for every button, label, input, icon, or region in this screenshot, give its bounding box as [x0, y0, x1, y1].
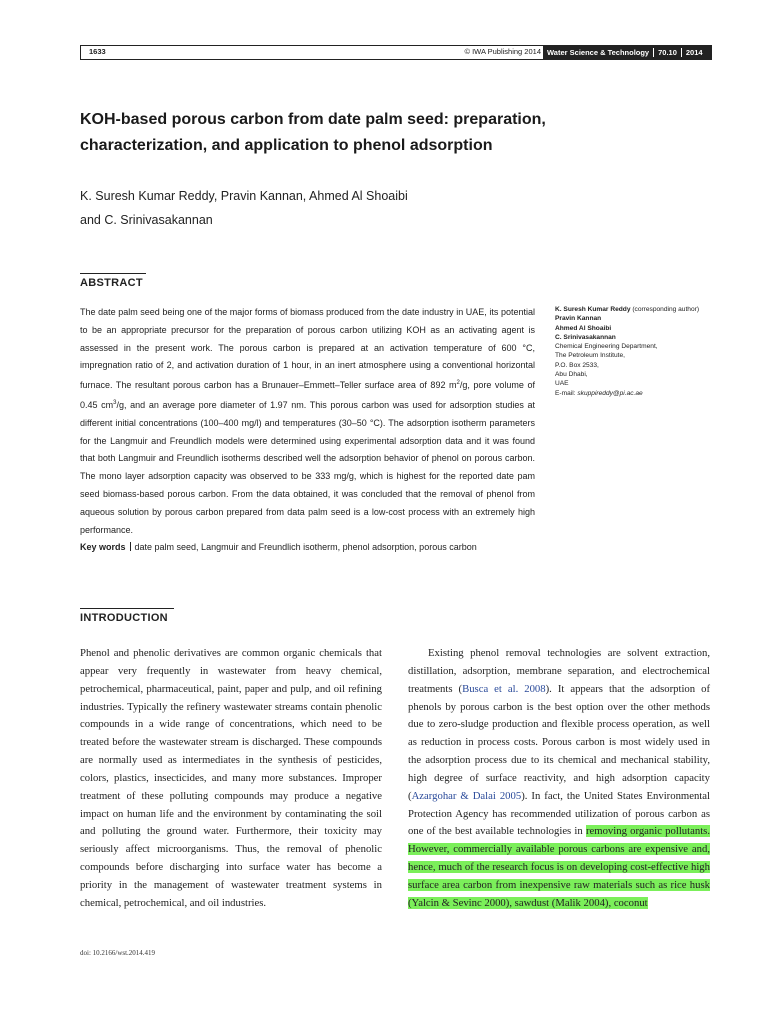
- text-run: ). In fact, the United States Environmental Protection Agency has recommended utilization of porous carbon as one of the best available technologies in: [408, 789, 710, 838]
- country: UAE: [555, 380, 569, 388]
- keywords-label: Key words: [80, 542, 126, 553]
- author-name: Ahmed Al Shoaibi: [555, 324, 612, 332]
- superscript: 2: [456, 380, 460, 387]
- city: Abu Dhabi,: [555, 371, 588, 379]
- text-run: ). It appears that the adsorption of phenols by porous carbon is the best option over the other methods due to zero-sludge production and flexible process operation, as well as reduction in process costs. Porous carbon is most widely used in the adsorption process due to its chemical and mechanical stability, high degree of surface reactivity, and high adsorption capacity (: [408, 682, 710, 802]
- abstract-text: [80, 304, 535, 557]
- email-link[interactable]: skuppireddy@pi.ac.ae: [577, 389, 643, 397]
- superscript: 3: [113, 399, 117, 406]
- citation-link[interactable]: Busca et al. 2008: [462, 682, 546, 695]
- introduction-heading: INTRODUCTION: [80, 612, 168, 624]
- institution: The Petroleum Institute,: [555, 352, 626, 360]
- volume: 70.10: [658, 48, 677, 57]
- abstract-heading: ABSTRACT: [80, 277, 143, 289]
- page-number: 1633: [89, 47, 106, 56]
- author-list: [80, 184, 500, 232]
- journal-box: [543, 46, 711, 59]
- intro-right-column: [408, 645, 710, 913]
- department: Chemical Engineering Department,: [555, 343, 658, 351]
- author-name: K. Suresh Kumar Reddy: [555, 306, 631, 313]
- paragraph: [408, 645, 710, 913]
- abstract-part: The date palm seed being one of the major forms of biomass produced from the date industry in UAE, its potential to be an appropriate precursor for the preparation of porous carbon utilizing KOH as an activating agent is assessed in the present work. The porous carbon is prepared at an activation temperature of 600 °C, impregnation ratio of 2, and activation duration of 1 hour, in an inert atmosphere using a conventional horizontal furnace. The resultant porous carbon has a Brunauer–Emmett–Teller surface area of 892 m: [80, 307, 535, 391]
- po-box: P.O. Box 2533,: [555, 361, 599, 369]
- text-run: Existing phenol removal technologies are solvent extraction, distillation, adsorption, membrane separation, and electrochemical treatments (: [408, 647, 710, 695]
- corresponding-note: (corresponding author): [632, 306, 700, 313]
- publisher-note: © IWA Publishing 2014: [464, 47, 541, 56]
- paragraph: Phenol and phenolic derivatives are common organic chemicals that appear very frequently in wastewater from heavy chemical, petrochemical, pharmaceutical, paint, paper and pulp, and oil refining industries. Typically the refinery wastewater streams contain phenolic compounds in a wide range of concentrations, which need to be treated before the wastewater stream is discharged. These compounds are normally used as intermediates in the synthesis of pesticides, colors, plastics, insecticides, and many more substances. Improper treatment of these polluting compounds may produce a negative impact on human life and the environment by contaminating the soil and polluting the ground water. Furthermore, their toxicity may seriously affect microorganisms. Thus, the removal of phenolic compounds before discharging into surface water has become a priority in the management of wastewater treatment systems in chemical, petrochemical, and oil industries.: [80, 647, 382, 909]
- authors-line: K. Suresh Kumar Reddy, Pravin Kannan, Ahmed Al Shoaibi: [80, 189, 408, 203]
- keywords: date palm seed, Langmuir and Freundlich isotherm, phenol adsorption, porous carbon: [134, 542, 477, 553]
- running-header: [80, 45, 712, 60]
- separator: [130, 542, 131, 551]
- year: 2014: [685, 48, 703, 57]
- separator: [653, 48, 654, 57]
- author-name: Pravin Kannan: [555, 315, 602, 323]
- highlighted-text: removing organic pollutants. However, commercially available porous carbons are expensive and, hence, much of the research focus is on developing cost-effective high surface area carbon from inexpensive raw materials such as rice husk (Yalcin & Sevinc 2000), sawdust (Malik 2004), coconut: [408, 825, 711, 909]
- intro-left-column: [80, 645, 382, 913]
- affiliation-block: [555, 305, 725, 398]
- section-rule: [80, 273, 146, 274]
- separator: [681, 48, 682, 57]
- email-label: E-mail:: [555, 389, 576, 397]
- abstract-part: /g, pore volume of 0.45 cm: [80, 380, 535, 410]
- doi: doi: 10.2166/wst.2014.419: [80, 949, 156, 957]
- authors-line: and C. Srinivasakannan: [80, 213, 213, 227]
- citation-link[interactable]: Azargohar & Dalai 2005: [411, 789, 522, 802]
- section-rule: [80, 608, 174, 609]
- article-title: KOH-based porous carbon from date palm seed: preparation, characterization, and application to phenol adsorption: [80, 111, 546, 154]
- journal-name: Water Science & Technology: [547, 48, 650, 57]
- abstract-part: /g, and an average pore diameter of 1.97 nm. This porous carbon was used for adsorption studies at different initial concentrations (100–400 mg/l) and temperatures (30–50 °C). The adsorption isotherm parameters for the Langmuir and Freundlich models were determined using experimental adsorption data and it was found that both Langmuir and Freundlich isotherms described well the adsorption behavior of phenol on porous carbon. The mono layer adsorption capacity was observed to be 333 mg/g, which is highest for the reported date pam seed biomass-based porous carbon. From the data obtained, it was concluded that the removal of phenol from aqueous solution by porous carbon prepared from data palm seed is a low-cost process with an extremely high performance.: [80, 399, 536, 535]
- author-name: C. Srinivasakannan: [555, 333, 616, 341]
